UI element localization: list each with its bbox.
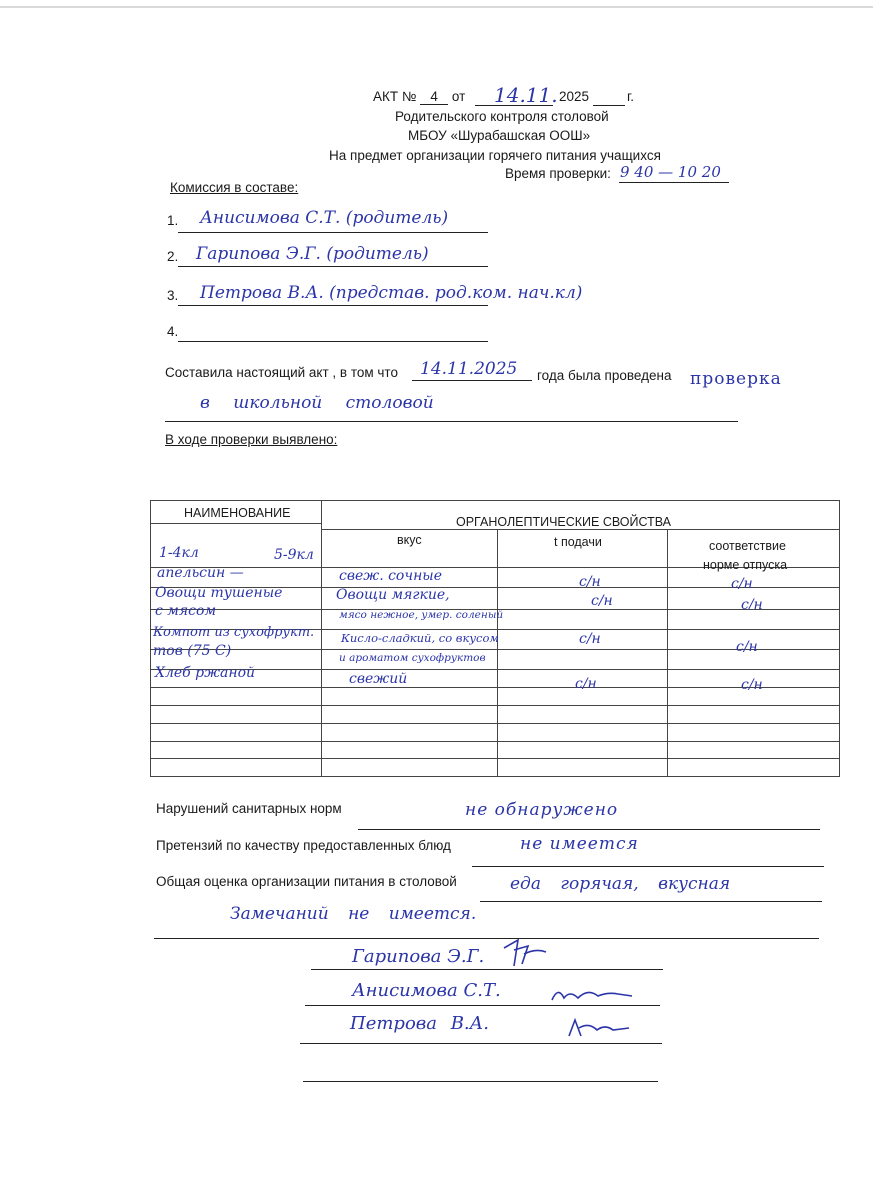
signature-1-name: Гарипова Э.Г. xyxy=(352,946,485,967)
time-line xyxy=(619,182,729,183)
signature-1-mark xyxy=(500,936,550,970)
act-prefix: АКТ № xyxy=(373,89,417,104)
row4-temp: с/н xyxy=(575,676,597,692)
sub-header-norm-2: норме отпуска xyxy=(703,558,788,572)
row1-norm: с/н xyxy=(731,576,753,592)
col-divider-1 xyxy=(321,501,322,776)
header-line-2: Родительского контроля столовой xyxy=(395,109,609,124)
act-from: от xyxy=(451,89,466,104)
remarks-line xyxy=(154,938,819,939)
overall-label: Общая оценка организации питания в столовой xyxy=(156,874,457,889)
col-header-props: ОРГАНОЛЕПТИЧЕСКИЕ СВОЙСТВА xyxy=(456,515,672,529)
col-header-name: НАИМЕНОВАНИЕ xyxy=(184,506,291,520)
row3-name-2: тов (75 С) xyxy=(153,643,232,659)
member-1-name: Анисимова С.Т. (родитель) xyxy=(200,208,449,228)
time-label: Время проверки: xyxy=(505,166,611,181)
row2-name: Овощи тушеные xyxy=(155,585,283,601)
row-line-11 xyxy=(151,758,839,759)
row-line-h1 xyxy=(321,529,839,530)
scan-top-edge xyxy=(0,6,873,8)
member-4-line xyxy=(178,341,488,342)
violations-label: Нарушений санитарных норм xyxy=(156,801,342,816)
row3-norm: с/н xyxy=(736,639,758,655)
act-title-line xyxy=(373,89,465,105)
member-2-line xyxy=(178,266,488,267)
violations-line xyxy=(358,829,820,830)
row2-norm: с/н xyxy=(741,597,763,613)
statement-date-line xyxy=(412,380,532,381)
findings-table xyxy=(150,500,840,777)
act-number: 4 xyxy=(420,89,448,105)
violations-hw: не обнаружено xyxy=(465,800,619,820)
time-hw: 9 40 — 10 20 xyxy=(620,163,721,181)
signature-1-line xyxy=(311,969,663,970)
signature-2-line xyxy=(305,1005,660,1006)
row2-name-2: с мясом xyxy=(155,603,217,619)
act-date-hw: 14.11. xyxy=(494,83,558,107)
row-line-10 xyxy=(151,741,839,742)
statement-prefix: Составила настоящий акт , в том что xyxy=(165,365,398,380)
row3-taste: Кисло-сладкий, со вкусом xyxy=(341,631,499,645)
member-3-num: 3. xyxy=(167,288,179,303)
row3-name: Компот из сухофрукт. xyxy=(153,625,315,640)
signature-2-mark xyxy=(548,982,638,1006)
member-1-num: 1. xyxy=(167,213,179,228)
row3-temp: с/н xyxy=(579,631,601,647)
header-line-3: МБОУ «Шурабашская ООШ» xyxy=(408,128,591,143)
row1-taste: свеж. сочные xyxy=(339,568,442,584)
row4-norm: с/н xyxy=(741,677,763,693)
act-date-line xyxy=(475,105,553,106)
findings-title: В ходе проверки выявлено: xyxy=(165,432,338,447)
remarks-hw: Замечаний не имеется. xyxy=(230,904,477,924)
signature-3-line xyxy=(300,1043,662,1044)
statement-line-2-hw: в школьной столовой xyxy=(200,393,434,413)
statement-suffix: года была проведена xyxy=(537,368,672,383)
statement-hw-tail: проверка xyxy=(690,369,782,389)
sub-header-norm-1: соответствие xyxy=(709,539,786,553)
member-3-name: Петрова В.А. (представ. род.ком. нач.кл) xyxy=(200,283,583,303)
statement-line-2 xyxy=(165,421,738,422)
row3-taste-2: и ароматом сухофруктов xyxy=(339,652,486,664)
claims-line xyxy=(472,866,824,867)
row2-taste-2: мясо нежное, умер. соленый xyxy=(339,609,504,621)
row1-name: апельсин — xyxy=(157,565,244,581)
act-year-line xyxy=(593,105,625,106)
member-4-num: 4. xyxy=(167,324,179,339)
member-2-name: Гарипова Э.Г. (родитель) xyxy=(196,244,429,264)
row1-temp: с/н xyxy=(579,574,601,590)
member-2-num: 2. xyxy=(167,249,179,264)
header-line-4: На предмет организации горячего питания учащихся xyxy=(329,148,661,163)
row2-temp: с/н xyxy=(591,593,613,609)
claims-hw: не имеется xyxy=(520,834,639,854)
act-year: 2025 xyxy=(559,89,590,104)
overall-hw: еда горячая, вкусная xyxy=(510,874,731,894)
signature-3-mark xyxy=(565,1016,635,1040)
row-line-7 xyxy=(151,687,839,688)
sub-header-temp: t подачи xyxy=(554,535,602,549)
signature-4-line xyxy=(303,1081,658,1082)
row0-group-a: 1-4кл xyxy=(159,545,199,561)
statement-date-hw: 14.11.2025 xyxy=(420,359,518,379)
row-line-9 xyxy=(151,723,839,724)
overall-line xyxy=(480,901,822,902)
commission-title: Комиссия в составе: xyxy=(170,180,299,195)
signature-3-name: Петрова В.А. xyxy=(350,1013,490,1034)
signature-2-name: Анисимова С.Т. xyxy=(352,980,501,1001)
claims-label: Претензий по качеству предоставленных блюд xyxy=(156,838,451,853)
row-line-8 xyxy=(151,705,839,706)
member-3-line xyxy=(178,305,488,306)
row4-name: Хлеб ржаной xyxy=(155,665,256,681)
row-line-h0 xyxy=(151,523,321,524)
row0-group-b: 5-9кл xyxy=(274,547,314,563)
member-1-line xyxy=(178,232,488,233)
row2-taste: Овощи мягкие, xyxy=(336,587,450,603)
sub-header-taste: вкус xyxy=(397,533,422,547)
row4-taste: свежий xyxy=(349,671,408,687)
act-year-suffix: г. xyxy=(627,89,635,104)
